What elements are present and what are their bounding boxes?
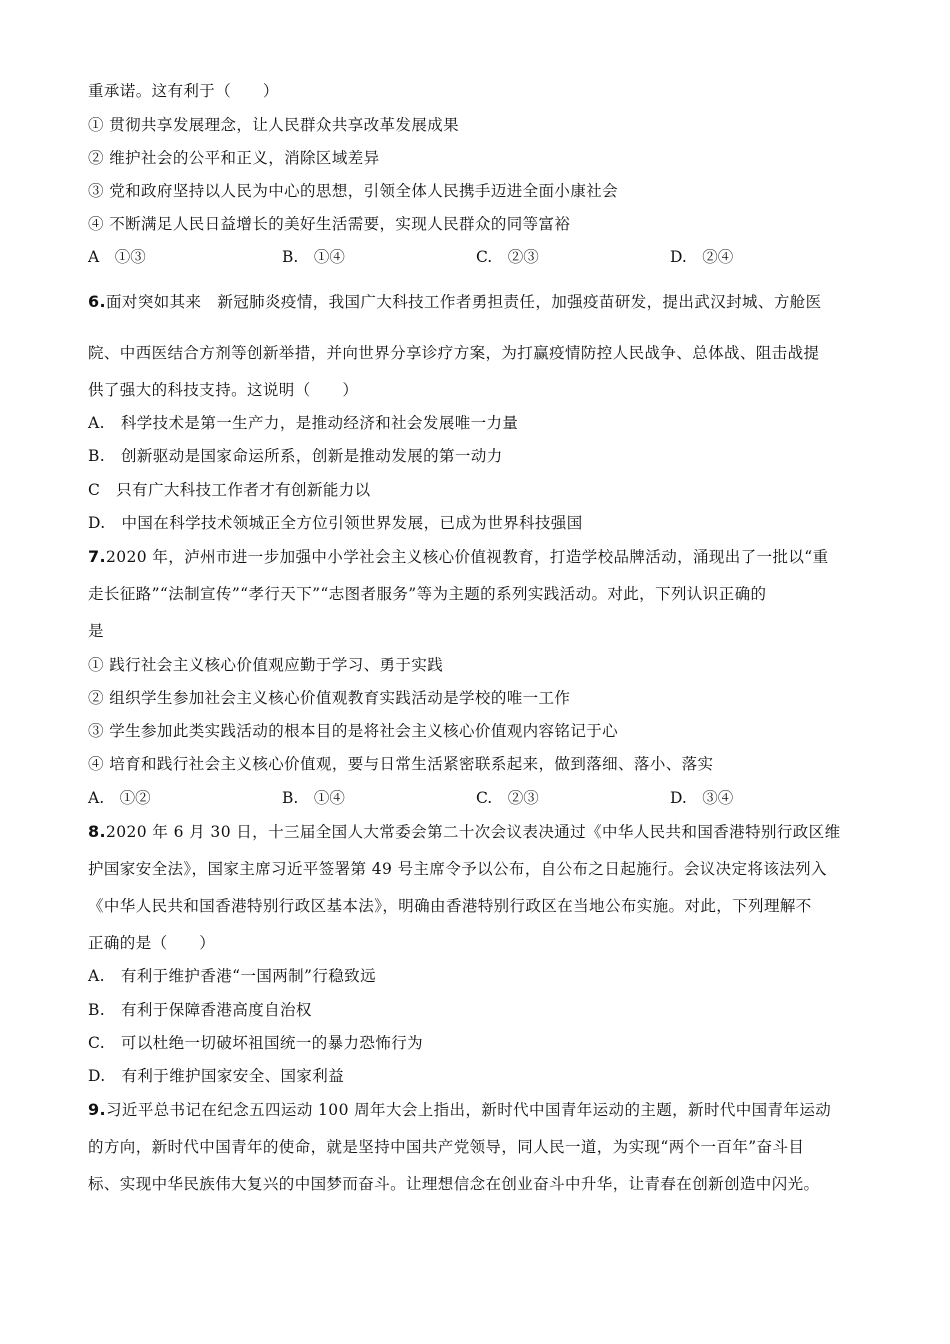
q8-stem-line-2: 护国家安全法》，国家主席习近平签署第 49 号主席令予以公布，自公布之日起施行。会议决定将该法列入 [88,860,827,878]
q8-option-d: D. 有利于维护国家安全、国家利益 [88,1067,345,1085]
q6-number: 6. [88,292,107,311]
q5-option-c: C. ②③ [476,248,539,266]
q5-continuation: 重承诺。这有利于（ ） [88,82,279,100]
q6-option-b: B. 创新驱动是国家命运所系，创新是推动发展的第一动力 [88,447,503,465]
q8-number: 8. [88,822,107,841]
q6-option-d: D. 中国在科学技术领城正全方位引领世界发展，已成为世界科技强国 [88,514,583,532]
q5-item-3: ③ 党和政府坚持以人民为中心的思想，引领全体人民携手迈进全面小康社会 [88,182,619,200]
q8-stem-line-1: 8.2020 年 6 月 30 日，十三届全国人大常委会第二十次会议表决通过《中华人民共和国香港特别行政区维 [88,822,841,841]
q7-option-d: D. ③④ [670,789,734,807]
q8-option-c: C. 可以杜绝一切破坏祖国统一的暴力恐怖行为 [88,1034,424,1052]
q5-item-1: ① 贯彻共享发展理念，让人民群众共享改革发展成果 [88,116,460,134]
q6-option-a: A. 科学技术是第一生产力，是推动经济和社会发展唯一力量 [88,414,519,432]
q9-stem-line-3: 标、实现中华民族伟大复兴的中国梦而奋斗。让理想信念在创业奋斗中升华，让青春在创新创造中闪光。 [88,1175,820,1193]
q5-item-2: ② 维护社会的公平和正义，消除区域差异 [88,149,380,167]
q8-option-b: B. 有利于保障香港高度自治权 [88,1001,312,1019]
q8-option-a: A. 有利于维护香港“一国两制”行稳致远 [88,967,376,985]
q9-number: 9. [88,1100,107,1119]
q7-item-3: ③ 学生参加此类实践活动的根本目的是将社会主义核心价值观内容铭记于心 [88,722,619,740]
q7-item-4: ④ 培育和践行社会主义核心价值观，要与日常生活紧密联系起来，做到落细、落小、落实 [88,755,714,773]
q8-stem-line-3: 《中华人民共和国香港特别行政区基本法》，明确由香港特别行政区在当地公布实施。对此，下列理解不 [88,897,812,915]
q8-stem-line-4: 正确的是（ ） [88,934,216,952]
q7-stem-line-3: 是 [88,622,104,640]
q7-option-c: C. ②③ [476,789,539,807]
q5-item-4: ④ 不断满足人民日益增长的美好生活需要，实现人民群众的同等富裕 [88,215,571,233]
q6-stem-line-3: 供了强大的科技支持。这说明（ ） [88,381,359,399]
q7-stem-line-1: 7.2020 年，泸州市进一步加强中小学社会主义核心价值视教育，打造学校品牌活动，涌现出了一批以“重 [88,547,829,566]
q5-option-a: A ①③ [88,248,146,266]
q7-item-1: ① 践行社会主义核心价值观应勤于学习、勇于实践 [88,656,444,674]
q6-stem-line-2: 院、中西医结合方剂等创新举措，并向世界分享诊疗方案，为打赢疫情防控人民战争、总体战、阻击战提 [88,344,820,362]
q7-option-a: A. ①② [88,789,151,807]
q9-stem-line-2: 的方向，新时代中国青年的使命，就是坚持中国共产党领导，同人民一道，为实现“两个一百年”奋斗目 [88,1138,805,1156]
q6-stem-line-1: 6.面对突如其来 新冠肺炎疫情，我国广大科技工作者勇担责任，加强疫苗研发，提出武汉封城、方舱医 [88,292,822,311]
q7-stem-line-2: 走长征路”“法制宣传”“孝行天下”“志图者服务”等为主题的系列实践活动。对此，下列认识正确的 [88,585,767,603]
q5-option-d: D. ②④ [670,248,734,266]
q5-option-b: B. ①④ [282,248,345,266]
q7-item-2: ② 组织学生参加社会主义核心价值观教育实践活动是学校的唯一工作 [88,689,571,707]
q7-option-b: B. ①④ [282,789,345,807]
q6-option-c: C 只有广大科技工作者才有创新能力以 [88,481,371,499]
q9-stem-line-1: 9.习近平总书记在纪念五四运动 100 周年大会上指出，新时代中国青年运动的主题，新时代中国青年运动 [88,1100,832,1119]
q7-number: 7. [88,547,107,566]
